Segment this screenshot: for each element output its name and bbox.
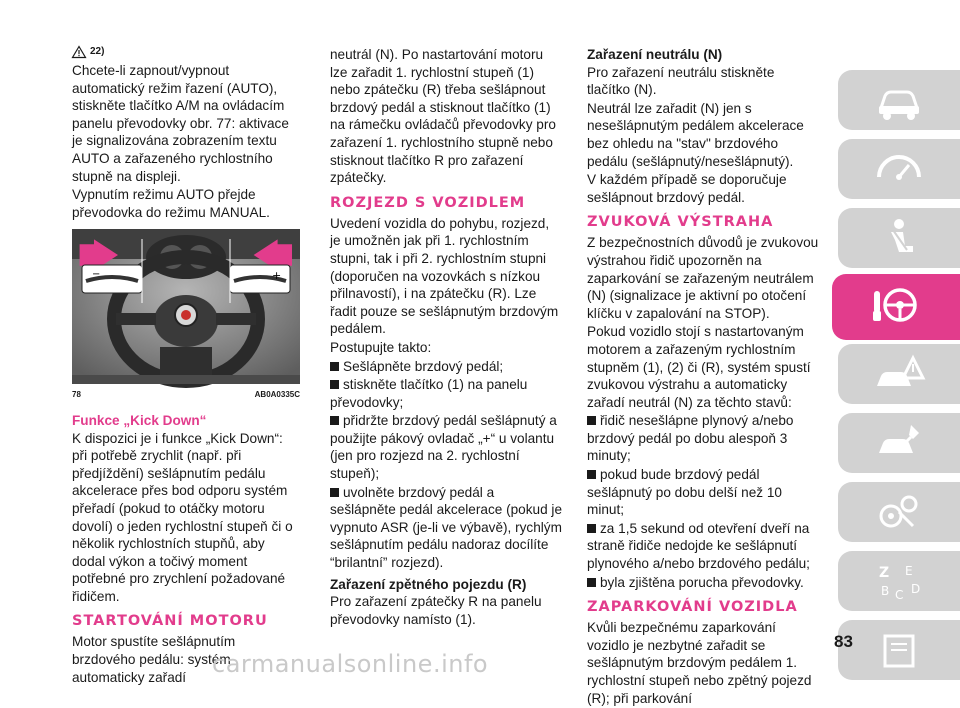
- specs-icon: [873, 490, 925, 534]
- list-item: [330, 412, 562, 482]
- bullet-icon: [587, 470, 596, 479]
- list-item-text: přidržte brzdový pedál sešlápnutý a použijte pákový ovladač „+“ u volantu (jen pro rozjezd na 2. rychlostní stupeň);: [330, 413, 557, 482]
- start-engine-title: STARTOVÁNÍ MOTORU: [72, 613, 268, 630]
- move-off-title: ROZJEZD S VOZIDLEM: [330, 194, 526, 211]
- parking-title: ZAPARKOVÁNÍ VOZIDLA: [587, 599, 798, 616]
- list-item-text: stiskněte tlačítko (1) na panelu převodovky;: [330, 377, 528, 410]
- figure-caption: [72, 386, 300, 404]
- tab-starting-driving[interactable]: [832, 274, 960, 340]
- column-1: [72, 44, 300, 687]
- column-3: [587, 46, 819, 708]
- maintenance-icon: [873, 421, 925, 465]
- steering-wheel-key-icon: [870, 285, 922, 329]
- list-item: [330, 358, 562, 376]
- tab-safety[interactable]: [838, 208, 960, 268]
- seat-safety-icon: [873, 216, 925, 260]
- bullet-icon: [330, 416, 339, 425]
- list-item-text: uvolněte brzdový pedál a sešlápněte pedál akcelerace (pokud je vypnuto ASR (je-li ve výbavě), rychlým sešlápnutím pedálu nadoraz docílíte “brilantní” rozjezd).: [330, 484, 563, 571]
- paragraph: Z bezpečnostních důvodů je zvukovou výstrahou řidič upozorněn na zaparkování se zařazeným neutrálem (N) (signalizace je aktivní po otočení klíčku v zapalování na STOP).: [587, 235, 819, 321]
- list-item: [587, 412, 819, 465]
- paragraph: K dispozici je i funkce „Kick Down“: při potřebě zrychlit (např. při předjíždění) sešlápnutím pedálu akcelerace přes bod odporu systém přeřadí (pokud to otáčky motoru dovolí) o jeden rychlostní stupeň či o několik rychlostních stupňů, aby dodal výkon a točivý moment potřebné pro zrychlení požadované řidičem.: [72, 430, 293, 604]
- steering-wheel-photo: [72, 229, 300, 384]
- index-icon: [873, 628, 925, 672]
- bullet-icon: [330, 362, 339, 371]
- paragraph: Chcete-li zapnout/vypnout automatický režim řazení (AUTO), stiskněte tlačítko A/M na ovládacím panelu převodovky obr. 77: aktivace je signalizována zobrazením textu AUTO a zařazeného rychlostního stupně na displeji.: [72, 63, 289, 184]
- figure-code: AB0A0335C: [254, 390, 300, 400]
- paragraph: Pokud vozidlo stojí s nastartovaným motorem a zařazeným rychlostním stupněm (1), (2) či (R), systém spustí zvukovou výstrahu a automaticky zařadí neutrál (N) za těchto stavů:: [587, 324, 811, 410]
- list-item: [330, 484, 562, 572]
- paragraph: Pro zařazení neutrálu stiskněte tlačítko (N).: [587, 64, 775, 98]
- paragraph: Postupujte takto:: [330, 339, 432, 355]
- paragraph: Vypnutím režimu AUTO přejde převodovka do režimu MANUAL.: [72, 187, 270, 220]
- paragraph: Neutrál lze zařadit (N) jen s nesešlápnutým pedálem akcelerace bez ohledu na "stav" brzdového pedálu (sešlápnutý/nesešlápnutý).: [587, 100, 804, 169]
- tab-car-info[interactable]: [838, 70, 960, 130]
- svg-text:B: B: [881, 584, 890, 598]
- list-item: [587, 466, 819, 519]
- svg-text:Z: Z: [879, 565, 890, 581]
- tab-technical-data[interactable]: [838, 482, 960, 542]
- neutral-title: Zařazení neutrálu (N): [587, 47, 723, 62]
- tab-multimedia[interactable]: [838, 551, 960, 611]
- paragraph: Motor spustíte sešlápnutím brzdového pedálu: systém automaticky zařadí: [72, 634, 236, 685]
- warning-car-icon: [873, 352, 925, 396]
- reverse-title: Zařazení zpětného pojezdu (R): [330, 576, 527, 592]
- bullet-icon: [587, 416, 596, 425]
- list-item: [330, 376, 562, 411]
- figure-number: 78: [72, 390, 81, 400]
- paragraph: Uvedení vozidla do pohybu, rozjezd, je umožněn jak při 1. rychlostním stupni, tak i při 2. rychlostním stupni (doporučen na vozovkách s nízkou přilnavostí), i na zpátečku (R). Lze řadit pouze se sešlápnutým brzdovým pedálem.: [330, 215, 559, 337]
- svg-text:+: +: [272, 269, 282, 283]
- list-item-text: pokud bude brzdový pedál sešlápnutý po dobu delší než 10 minut;: [587, 467, 782, 518]
- list-item-text: řidič nesešlápne plynový a/nebo brzdový pedál po dobu alespoň 3 minuty;: [587, 413, 794, 464]
- bullet-icon: [587, 578, 596, 587]
- paragraph: V každém případě se doporučuje sešlápnout brzdový pedál.: [587, 172, 787, 205]
- tab-maintenance[interactable]: [838, 413, 960, 473]
- list-item: [587, 574, 819, 592]
- kick-down-title: Funkce „Kick Down“: [72, 412, 207, 428]
- figure-steering-wheel: [72, 229, 300, 384]
- buzzer-title: ZVUKOVÁ VÝSTRAHA: [587, 214, 774, 231]
- tab-index[interactable]: [838, 620, 960, 680]
- multimedia-icon: [873, 559, 925, 603]
- tab-emergency[interactable]: [838, 344, 960, 404]
- dashboard-icon: [873, 147, 925, 191]
- bullet-icon: [330, 488, 339, 497]
- list-item-text: Sešlápněte brzdový pedál;: [343, 358, 504, 374]
- paragraph: neutrál (N). Po nastartování motoru lze zařadit 1. rychlostní stupeň (1) nebo zpátečku (R) třeba sešlápnout brzdový pedál a stisknout tlačítko (1) na rámečku ovládačů převodovky pro zařazení 1. rychlostního stupně nebo stisknout tlačítko R pro zařazení zpátečky.: [330, 47, 556, 186]
- svg-text:D: D: [911, 582, 921, 596]
- list-item-text: za 1,5 sekund od otevření dveří na straně řidiče nedojde ke sešlápnutí plynového a/nebo brzdového pedálu;: [587, 520, 810, 572]
- chapter-tabs: [832, 0, 960, 683]
- warning-triangle-icon: [72, 46, 86, 58]
- svg-text:−: −: [92, 269, 101, 281]
- bullet-icon: [330, 380, 339, 389]
- list-item-text: byla zjištěna porucha převodovky.: [600, 574, 804, 590]
- warning-ref-number: 22): [90, 46, 105, 58]
- list-item: [587, 520, 819, 573]
- car-info-icon: [873, 78, 925, 122]
- bullet-icon: [587, 524, 596, 533]
- watermark: carmanualsonline.info: [212, 650, 489, 678]
- svg-text:E: E: [905, 564, 913, 578]
- paragraph: Pro zařazení zpátečky R na panelu převodovky namísto (1).: [330, 594, 542, 627]
- tab-dashboard[interactable]: [838, 139, 960, 199]
- paragraph: Kvůli bezpečnému zaparkování vozidlo je nezbytné zařadit se sešlápnutým brzdovým pedálem 1. rychlostní stupeň nebo zpětný pojezd (R); při parkování: [587, 620, 812, 706]
- column-2: [330, 46, 562, 629]
- warning-reference: [72, 44, 300, 60]
- svg-text:C: C: [895, 588, 904, 602]
- page-number: 83: [834, 632, 853, 651]
